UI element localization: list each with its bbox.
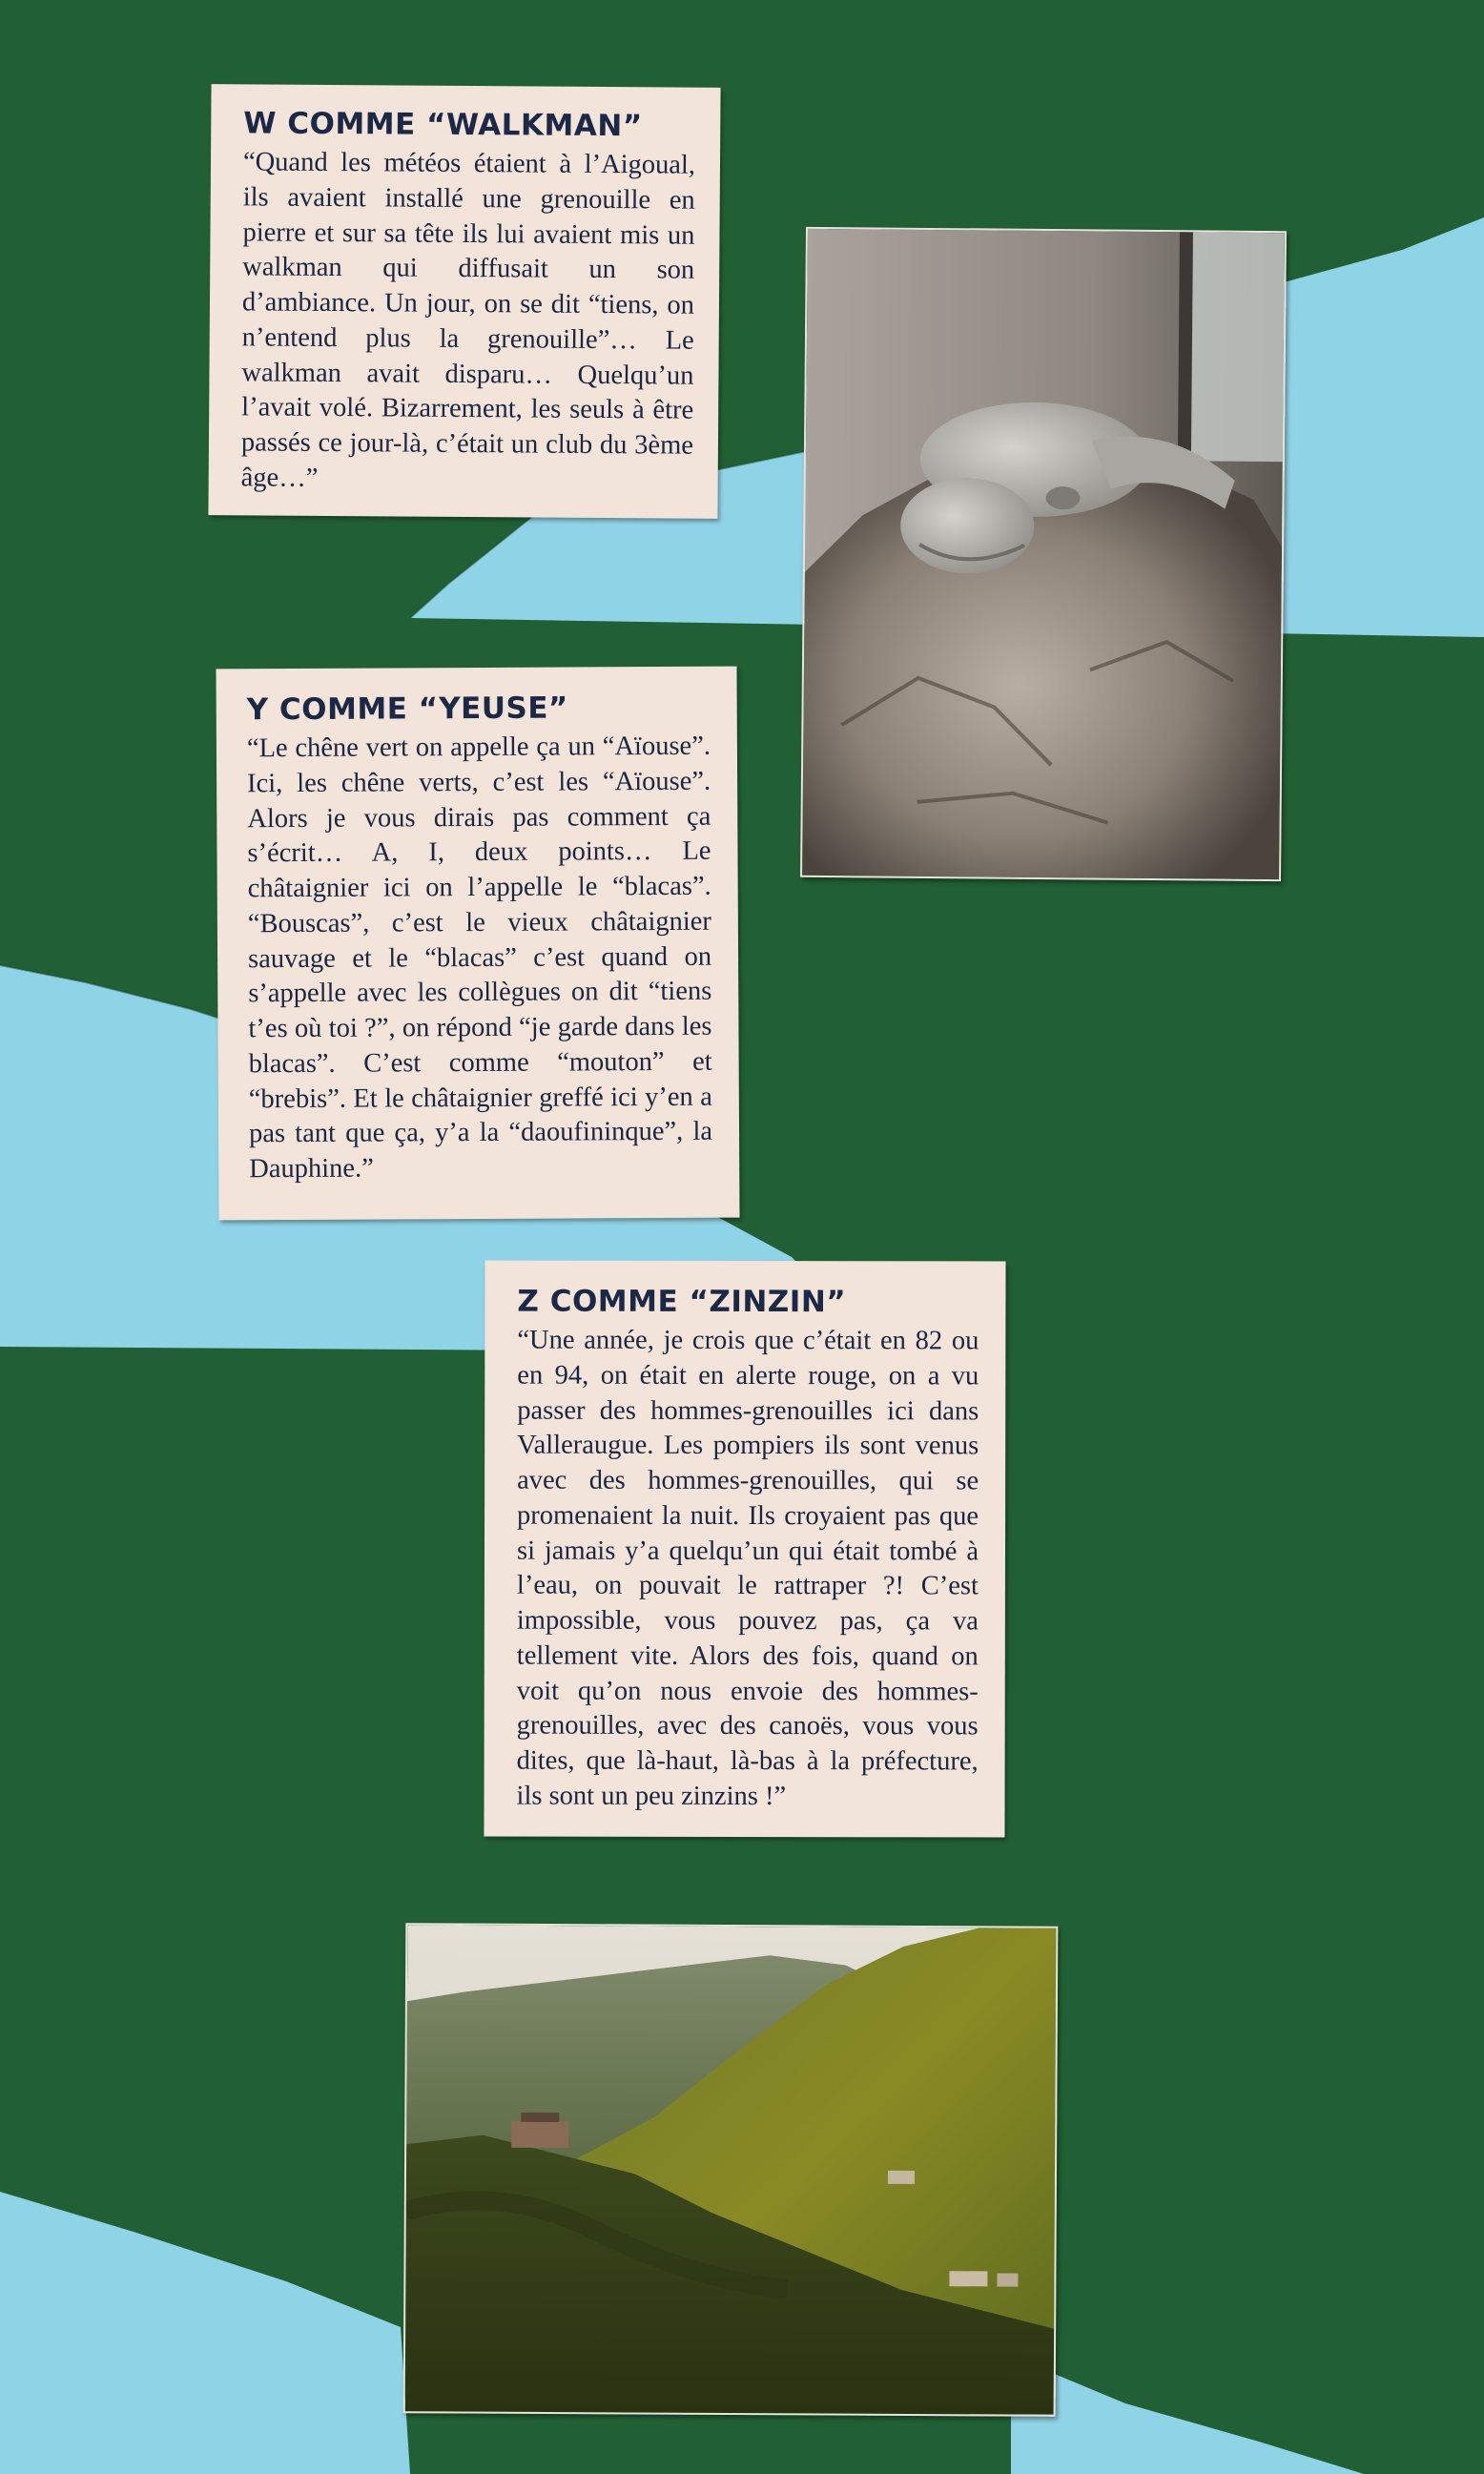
photo-valley-hills bbox=[403, 1923, 1059, 2417]
card-z-text: “Une année, je crois que c’était en 82 ou en 94, on était en alerte rouge, on a vu passer des hommes-grenouilles ici dans Valleraugue. Les pompiers ils sont venus avec des hommes-grenouilles, qui se promenaient la nuit. Ils croyaient pas que si jamais y’a quelqu’un qui était tombé à l’eau, on pouvait le rattraper ?! C’est impossible, vous pouvez pas, ça va tellement vite. Alors des fois, quand on voit qu’on nous envoie des hommes-grenouilles, avec des canoës, vous vous dites, que là-haut, là-bas à la préfecture, ils sont un peu zinzins !” bbox=[516, 1325, 979, 1811]
card-y-title: Y COMME “YEUSE” bbox=[246, 691, 568, 728]
card-y-text: “Le chêne vert on appelle ça un “Aïouse”. Ici, les chêne verts, c’est les “Aïouse”. Alors je vous dirais pas comment ça s’écrit… A, I, deux points… Le châtaignier ici on l’appelle le “blacas”. “Bouscas”, c’est le vieux châtaignier sauvage et le “blacas” c’est quand on s’appelle avec les collègues on dit “tiens t’es où toi ?”, on répond “je garde dans les blacas”. C’est comme “mouton” et “brebis”. Et le châtaignier greffé ici y’en a pas tant que ça, y’a la “daoufininque”, la Dauphine.” bbox=[246, 731, 713, 1185]
photo-stone-frog bbox=[800, 227, 1287, 881]
card-w-text: “Quand les météos étaient à l’Aigoual, ils avaient installé une grenouille en pierre et sur sa tête ils lui avaient mis un walkman qui diffusait un son d’ambiance. Un jour, on se dit “tiens, on n’entend plus la grenouille”… Le walkman avait disparu… Quelqu’un l’avait volé. Bizarrement, les seuls à être passés ce jour-là, c’était un club du 3ème âge…” bbox=[240, 147, 696, 493]
card-w-walkman bbox=[208, 84, 720, 519]
card-y-yeuse bbox=[216, 667, 739, 1221]
card-w-title: W COMME “WALKMAN” bbox=[243, 106, 643, 144]
card-z-zinzin bbox=[484, 1261, 1005, 1838]
card-z-title: Z COMME “ZINZIN” bbox=[517, 1284, 847, 1320]
